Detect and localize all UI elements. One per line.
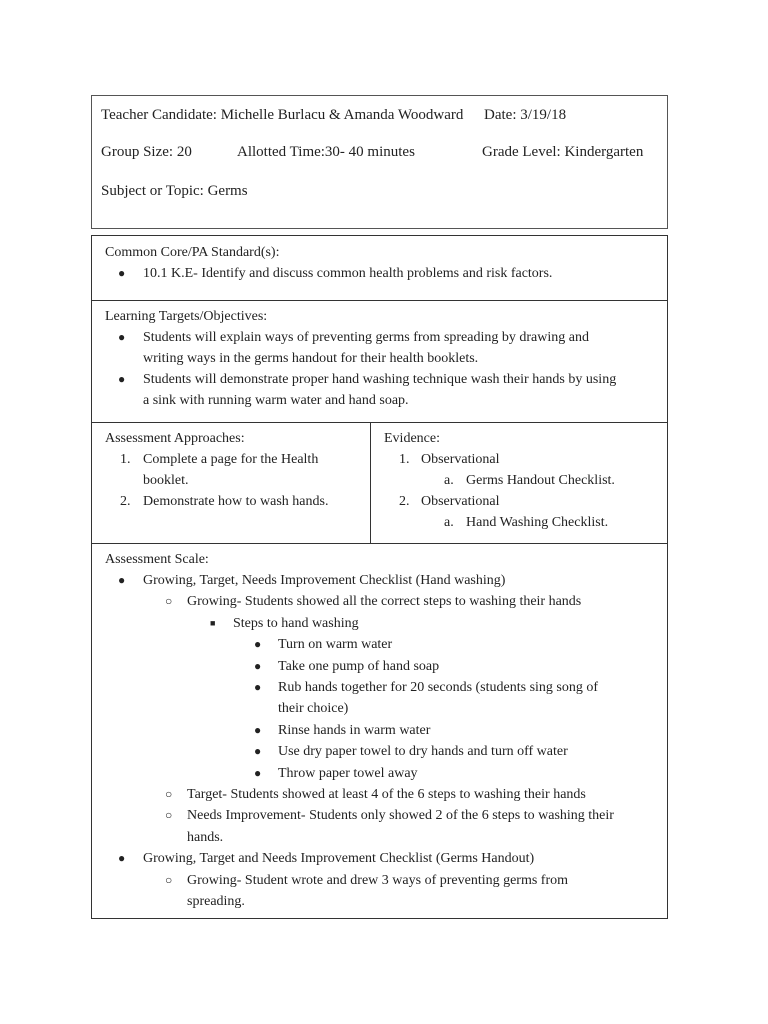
scale-bullet-marker: ● bbox=[118, 851, 126, 866]
objectives-heading: Learning Targets/Objectives: bbox=[105, 309, 268, 324]
scale-bullet-marker: ● bbox=[254, 637, 262, 652]
list-number: 2. bbox=[399, 494, 410, 509]
evidence-sub-item: Hand Washing Checklist. bbox=[466, 515, 609, 530]
approach-item-line: Demonstrate how to wash hands. bbox=[143, 494, 329, 509]
teacher-candidate: Teacher Candidate: Michelle Burlacu & Amanda Woodward bbox=[101, 107, 464, 123]
approach-item-line: booklet. bbox=[143, 473, 189, 488]
list-number: 2. bbox=[120, 494, 131, 509]
bullet-marker: ● bbox=[118, 330, 126, 344]
scale-bullet-marker: ● bbox=[254, 765, 262, 780]
scale-item-line: Growing, Target, Needs Improvement Checklist (Hand washing) bbox=[143, 573, 506, 588]
scale-item-line: Needs Improvement- Students only showed 2 of the 6 steps to washing their bbox=[187, 808, 614, 824]
scale-bullet-marker: ○ bbox=[165, 808, 173, 823]
objective-item-line: Students will demonstrate proper hand washing technique wash their hands by using bbox=[143, 372, 617, 387]
scale-item-line: Turn on warm water bbox=[278, 637, 393, 653]
scale-item-line: Use dry paper towel to dry hands and turn off water bbox=[278, 744, 568, 760]
scale-item-line: Take one pump of hand soap bbox=[278, 658, 440, 674]
scale-bullet-marker: ● bbox=[118, 573, 126, 587]
scale-item-line: Growing- Student wrote and drew 3 ways of preventing germs from bbox=[187, 872, 569, 888]
scale-bullet-marker: ○ bbox=[165, 594, 173, 609]
scale-item-line: spreading. bbox=[187, 894, 245, 909]
group-size: Group Size: 20 bbox=[101, 144, 192, 160]
evidence-heading: Evidence: bbox=[384, 431, 440, 446]
list-number: 1. bbox=[399, 452, 410, 467]
assessment-scale-row bbox=[92, 543, 667, 918]
lesson-date: Date: 3/19/18 bbox=[484, 107, 567, 123]
assessment-approaches-heading: Assessment Approaches: bbox=[105, 431, 245, 446]
standards-row bbox=[92, 236, 667, 301]
scale-item-line: Steps to hand washing bbox=[233, 615, 359, 631]
scale-bullet-marker: ● bbox=[254, 744, 262, 759]
column-divider bbox=[370, 422, 371, 543]
standards-heading: Common Core/PA Standard(s): bbox=[105, 245, 280, 260]
scale-bullet-marker: ○ bbox=[165, 872, 173, 887]
scale-item-line: Growing- Students showed all the correct steps to washing their hands bbox=[187, 594, 582, 610]
scale-item-line: Rinse hands in warm water bbox=[278, 722, 431, 738]
objective-item-line: a sink with running warm water and hand soap. bbox=[143, 393, 409, 408]
approach-item-line: Complete a page for the Health bbox=[143, 452, 319, 467]
assessment-scale-heading: Assessment Scale: bbox=[105, 552, 209, 567]
objective-item-line: Students will explain ways of preventing germs from spreading by drawing and bbox=[143, 330, 589, 345]
scale-item-line: their choice) bbox=[278, 701, 349, 717]
list-letter: a. bbox=[444, 473, 454, 488]
lesson-plan-table bbox=[91, 235, 668, 919]
allotted-time: Allotted Time:30- 40 minutes bbox=[237, 144, 415, 160]
scale-item-line: Growing, Target and Needs Improvement Checklist (Germs Handout) bbox=[143, 851, 535, 867]
grade-level: Grade Level: Kindergarten bbox=[482, 144, 644, 160]
objectives-row bbox=[92, 300, 667, 423]
scale-bullet-marker: ● bbox=[254, 658, 262, 673]
evidence-sub-item: Germs Handout Checklist. bbox=[466, 473, 615, 488]
standard-item: 10.1 K.E- Identify and discuss common health problems and risk factors. bbox=[143, 266, 553, 281]
scale-bullet-marker: ● bbox=[254, 722, 262, 737]
bullet-marker: ● bbox=[118, 266, 126, 280]
scale-item-line: hands. bbox=[187, 829, 224, 845]
scale-bullet-marker: ■ bbox=[210, 617, 216, 628]
objective-item-line: writing ways in the germs handout for their health booklets. bbox=[143, 351, 479, 366]
evidence-item: Observational bbox=[421, 494, 500, 509]
scale-bullet-marker: ● bbox=[254, 680, 262, 694]
bullet-marker: ● bbox=[118, 372, 126, 386]
subject-topic: Subject or Topic: Germs bbox=[101, 183, 248, 199]
lesson-header bbox=[91, 95, 668, 229]
list-number: 1. bbox=[120, 452, 131, 467]
scale-item-line: Throw paper towel away bbox=[278, 765, 418, 781]
scale-item-line: Target- Students showed at least 4 of the 6 steps to washing their hands bbox=[187, 787, 586, 802]
evidence-item: Observational bbox=[421, 452, 500, 467]
list-letter: a. bbox=[444, 515, 454, 530]
scale-item-line: Rub hands together for 20 seconds (students sing song of bbox=[278, 680, 599, 695]
scale-bullet-marker: ○ bbox=[165, 787, 173, 801]
assessment-evidence-row bbox=[92, 422, 667, 544]
